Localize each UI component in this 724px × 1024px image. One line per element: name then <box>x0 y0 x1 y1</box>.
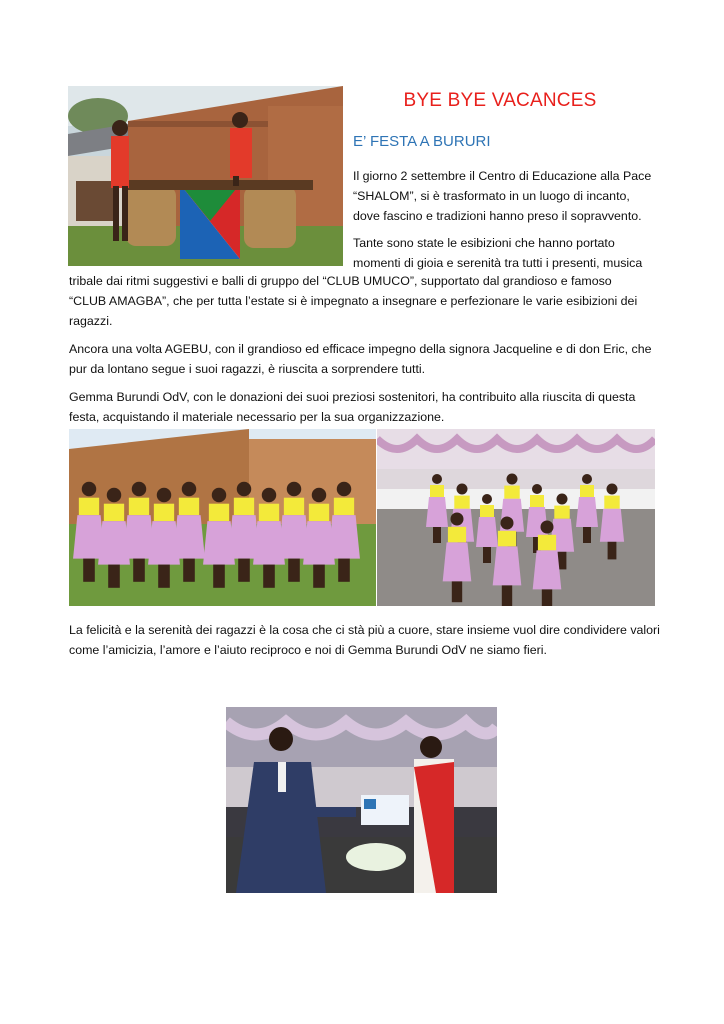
text-line: “CLUB AMAGBA”, che per tutta l’estate si è impegnato a insegnare e perfezionare le varie esibizioni dei <box>69 294 638 308</box>
text-line: come l’amicizia, l’amore e l’aiuto reciproco e noi di Gemma Burundi OdV ne siamo fieri. <box>69 643 547 657</box>
text-line: Gemma Burundi OdV, con le donazioni dei suoi preziosi sostenitori, ha contribuito alla riuscita di questa <box>69 390 636 404</box>
text-line: festa, acquistando il materiale necessario per la sua organizzazione. <box>69 410 445 424</box>
text-line: “SHALOM”, si è trasformato in un luogo di incanto, <box>353 189 630 203</box>
text-line: ragazzi. <box>69 314 113 328</box>
text-line: Il giorno 2 settembre il Centro di Educazione alla Pace <box>353 169 652 183</box>
dancers-group-photo <box>69 429 376 606</box>
certificate-photo <box>226 707 497 893</box>
text-line: La felicità e la serenità dei ragazzi è la cosa che ci stà più a cuore, stare insieme vuol dire condividere valori <box>69 623 660 637</box>
exhibitions-paragraph-wide <box>69 271 637 331</box>
article-title: BYE BYE VACANCES <box>403 90 597 111</box>
drummers-photo <box>68 86 343 266</box>
agebu-paragraph <box>69 339 652 379</box>
text-line: dove fascino e tradizioni hanno preso il sopravvento. <box>353 209 642 223</box>
text-line: tribale dai ritmi suggestivi e balli di gruppo del “CLUB UMUCO”, supportato dal grandioso e famoso <box>69 274 612 288</box>
gemma-paragraph <box>69 387 635 427</box>
text-line: pur da lontano segue i suoi ragazzi, è riuscita a sorprendere tutti. <box>69 362 426 376</box>
dancers-performance-photo <box>377 429 655 606</box>
article-subtitle: E’ FESTA A BURURI <box>353 133 491 150</box>
closing-paragraph <box>69 620 660 660</box>
text-line: Tante sono state le esibizioni che hanno portato <box>353 236 615 250</box>
exhibitions-paragraph-top <box>353 233 642 273</box>
text-line: Ancora una volta AGEBU, con il grandioso ed efficace impegno della signora Jacqueline e di don Eric, che <box>69 342 652 356</box>
text-line: momenti di gioia e serenità tra tutti i presenti, musica <box>353 256 643 270</box>
intro-paragraph <box>353 166 651 226</box>
